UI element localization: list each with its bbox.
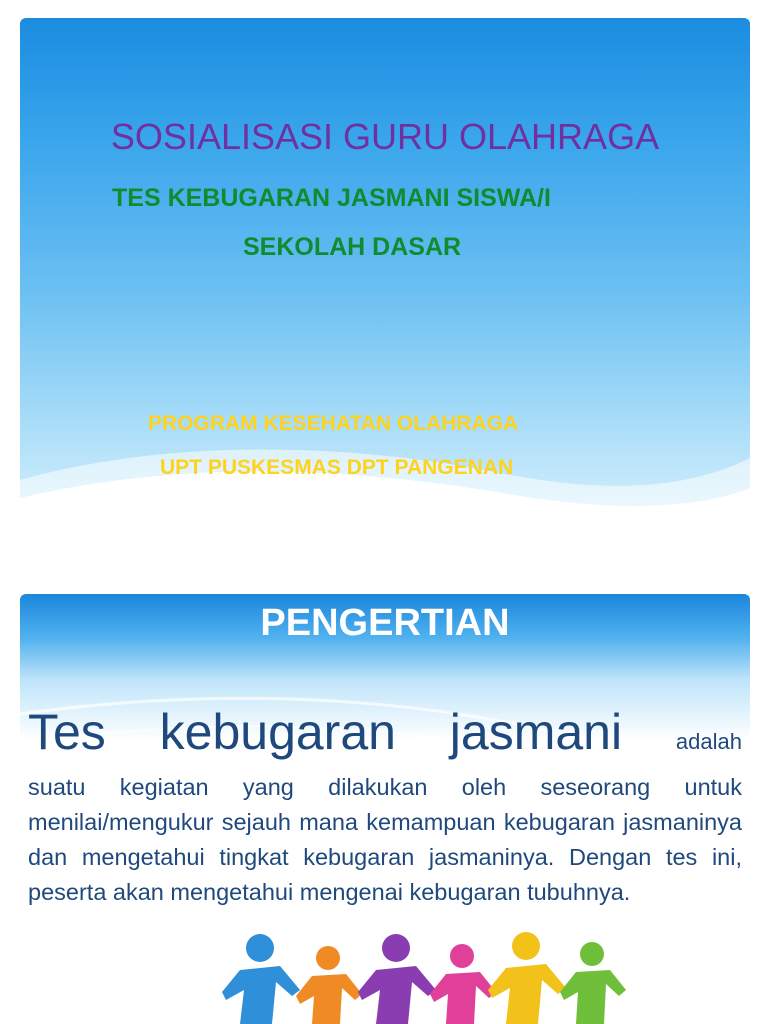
slide-subtitle-line1: TES KEBUGARAN JASMANI SISWA/I [112, 184, 551, 212]
runner-figure [358, 934, 436, 1024]
definition-body: suatu kegiatan yang dilakukan oleh seseorang untuk menilai/mengukur sejauh mana kemampuan kebugaran jasmaninya dan mengetahui tingkat kebugaran jasmaninya. Dengan tes ini, peserta akan mengetahui mengenai kebugaran tubuhnya. [28, 774, 742, 905]
definition-paragraph [28, 704, 742, 910]
runner-figure [222, 934, 300, 1024]
organization-line2: UPT PUSKESMAS DPT PANGENAN [160, 456, 514, 479]
organization-line1: PROGRAM KESEHATAN OLAHRAGA [148, 412, 519, 435]
slide-title: PENGERTIAN [260, 602, 510, 644]
runner-figure [560, 942, 626, 1024]
slide-2 [20, 594, 750, 1024]
slide-subtitle-line2: SEKOLAH DASAR [243, 233, 462, 261]
lead-tail: adalah [675, 729, 742, 754]
slide-title: SOSIALISASI GURU OLAHRAGA [110, 116, 660, 157]
lead-line [28, 704, 742, 770]
runner-figure [296, 946, 362, 1024]
runner-figure [430, 944, 496, 1024]
lead-word: jasmani [449, 704, 623, 760]
slide-1 [20, 18, 750, 518]
lead-word: Tes [28, 704, 106, 760]
runner-figure [488, 932, 566, 1024]
lead-word: kebugaran [159, 704, 396, 760]
runners-illustration [200, 930, 640, 1024]
